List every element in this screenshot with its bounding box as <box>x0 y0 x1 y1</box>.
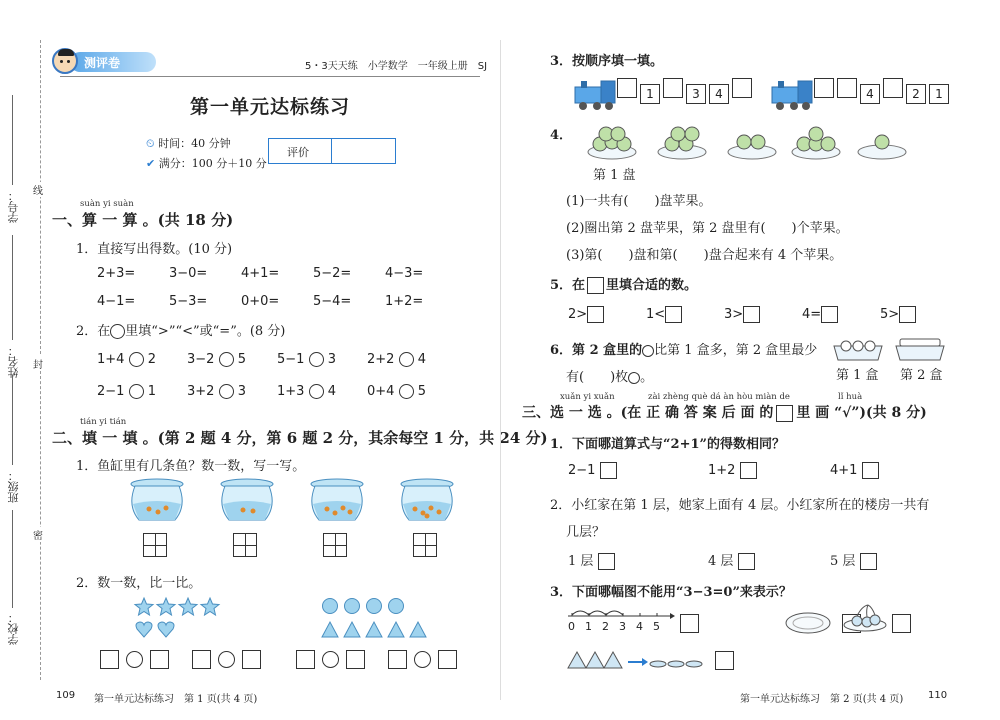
expr: 4−3= <box>385 266 424 281</box>
fishbowl-icon <box>401 479 453 520</box>
number-line-labels <box>568 620 670 633</box>
s1-q1-row1 <box>97 266 457 281</box>
page-title: 第一单元达标练习 <box>190 96 351 118</box>
s3-q1-title: 1．下面哪道算式与“2+1”的得数相同？ <box>550 437 785 452</box>
left-page-number: 109 <box>56 690 76 701</box>
triangle-icon <box>388 622 404 637</box>
expr: 0+0= <box>241 294 280 309</box>
s1-title: 一、算 一 算 。(共 18 分) <box>52 211 234 229</box>
s3-q2-line1: 2．小红家在第 1 层，她家上面有 4 层。小红家所在的楼房一共有 <box>550 498 930 513</box>
fishbowls <box>125 476 455 526</box>
q5-expr: 1< <box>646 307 666 322</box>
circle-icon <box>628 372 640 384</box>
answer-box[interactable] <box>587 306 604 323</box>
plate-icon <box>858 135 906 159</box>
expr: 2+3= <box>97 266 136 281</box>
box1-label: 第 1 盒 <box>836 368 879 383</box>
left-expr: 0+4 <box>367 384 395 399</box>
s1-pinyin: suàn yi suàn <box>80 199 134 209</box>
r-q4-l2: (2)圈出第 2 盘苹果，第 2 盘里有( )个苹果。 <box>566 221 849 236</box>
answer-box[interactable] <box>743 306 760 323</box>
empty-plate-icon <box>785 612 831 634</box>
answer-box[interactable] <box>150 650 169 669</box>
eval-label: 评价 <box>287 146 309 159</box>
page-divider <box>500 40 501 700</box>
heart-icon <box>136 622 152 637</box>
seal-secret-char: 密 <box>33 527 43 542</box>
plate-icon <box>658 127 706 159</box>
school-label: 学校： <box>7 612 20 645</box>
train-car[interactable]: 1 <box>929 84 949 104</box>
answer-grid[interactable] <box>143 533 167 557</box>
triangle-icon <box>366 622 382 637</box>
r-q4-l3: (3)第( )盘和第( )盘合起来有 4 个苹果。 <box>566 248 843 263</box>
r-q5-title <box>550 274 697 294</box>
time-line <box>146 135 231 151</box>
left-expr: 1+4 <box>97 352 125 367</box>
seal-line-char: 线 <box>33 182 43 197</box>
left-expr: 2−1 <box>97 384 125 399</box>
series-header: 5・3天天练 小学数学 一年级上册 SJ <box>305 61 488 72</box>
box-icon <box>587 277 604 294</box>
plate-icon <box>792 127 840 159</box>
box-1-icon <box>834 341 882 360</box>
train-car[interactable] <box>883 78 903 98</box>
time-text: 时间：40 分钟 <box>158 137 231 150</box>
opt-text: 4+1 <box>830 463 858 478</box>
check-box[interactable] <box>598 553 615 570</box>
compare-circle[interactable] <box>218 651 235 668</box>
star-icon <box>201 598 219 615</box>
left-footer-text: 第一单元达标练习 第 1 页(共 4 页) <box>94 694 258 705</box>
r-q4-l1: (1)一共有( )盘苹果。 <box>566 194 712 209</box>
answer-box[interactable] <box>665 306 682 323</box>
answer-box[interactable] <box>100 650 119 669</box>
compare-circle[interactable] <box>399 352 414 367</box>
compare-row-right <box>296 650 457 669</box>
circle-shape-icon <box>367 599 382 614</box>
circle-shape-icon <box>345 599 360 614</box>
train-1 <box>573 78 755 111</box>
answer-box[interactable] <box>346 650 365 669</box>
s3-q2-line2: 几层？ <box>566 525 606 540</box>
train-car[interactable]: 2 <box>906 84 926 104</box>
left-expr: 5−1 <box>277 352 305 367</box>
q2-title-a: 2．在 <box>76 324 111 339</box>
q5-expr: 5> <box>880 307 900 322</box>
badge <box>52 48 162 74</box>
compare-circle[interactable] <box>219 384 234 399</box>
r-q6-line1 <box>550 339 817 358</box>
fishbowl-icon <box>221 479 273 520</box>
train-engine-icon <box>770 79 814 111</box>
compare-circle[interactable] <box>129 384 144 399</box>
s1-q2-title <box>76 320 285 339</box>
r-q3-title: 3．按顺序填一填。 <box>550 54 664 69</box>
answer-box[interactable] <box>192 650 211 669</box>
header-rule <box>60 76 480 77</box>
expr: 4−1= <box>97 294 136 309</box>
triangle-icon <box>344 622 360 637</box>
check-box[interactable] <box>680 614 699 633</box>
s3-q1-opts <box>568 462 879 479</box>
heart-icon <box>158 622 174 637</box>
s3-title-a: 三、选 一 选 。(在 正 确 答 案 后 面 的 <box>522 405 774 421</box>
plate-icon <box>588 127 636 159</box>
circle-icon <box>642 345 654 357</box>
check-box[interactable] <box>862 462 879 479</box>
right-val: 5 <box>417 384 426 399</box>
shapes-right <box>322 598 442 640</box>
train-car[interactable] <box>732 78 752 98</box>
star-icon <box>179 598 197 615</box>
s1-q1-row2 <box>97 294 457 309</box>
s3-pinyin-1: xuǎn yi xuǎn <box>560 392 615 402</box>
check-box[interactable] <box>740 462 757 479</box>
score-text: 满分：100 分＋10 分 <box>158 157 267 170</box>
answer-box[interactable] <box>296 650 315 669</box>
s2-q2-title: 2．数一数，比一比。 <box>76 576 202 591</box>
nl-label: 0 <box>568 620 575 633</box>
s3-title-b: 里 画 “√”)(共 8 分) <box>796 405 927 421</box>
check-box[interactable] <box>738 553 755 570</box>
binding-margin <box>0 0 46 720</box>
s3-title <box>522 402 927 422</box>
train-2 <box>770 78 952 111</box>
left-expr: 3+2 <box>187 384 215 399</box>
train-car[interactable]: 1 <box>640 84 660 104</box>
r-q6-line2 <box>566 366 653 385</box>
answer-grid[interactable] <box>323 533 347 557</box>
shapes-left <box>135 598 225 640</box>
eval-box <box>268 138 396 164</box>
q5-title-a: 5．在 <box>550 278 586 293</box>
q5-title-b: 里填合适的数。 <box>606 278 698 293</box>
right-val: 4 <box>417 352 426 367</box>
s2-title: 二、填 一 填 。(第 2 题 4 分，第 6 题 2 分，其余每空 1 分，共 24 分) <box>52 429 548 447</box>
train-car[interactable]: 4 <box>709 84 729 104</box>
right-val: 5 <box>237 352 246 367</box>
clock-icon: ⏲ <box>146 137 155 150</box>
s2-q1-title: 1．鱼缸里有几条鱼？数一数，写一写。 <box>76 459 306 474</box>
expr: 5−4= <box>313 294 352 309</box>
star-icon <box>157 598 175 615</box>
r-q5-items <box>568 306 958 323</box>
check-box[interactable] <box>600 462 617 479</box>
check-box[interactable] <box>715 651 734 670</box>
triangle-icon <box>410 622 426 637</box>
compare-row-left <box>100 650 261 669</box>
s2-pinyin: tián yi tián <box>80 417 127 427</box>
opt-text: 2−1 <box>568 463 596 478</box>
badge-text: 测评卷 <box>84 56 121 70</box>
opt-text: 1 层 <box>568 554 594 569</box>
answer-box[interactable] <box>242 650 261 669</box>
box-icon <box>776 405 793 422</box>
compare-circle[interactable] <box>309 352 324 367</box>
nl-label: 1 <box>585 620 592 633</box>
cherries-on-plate-icon <box>842 603 888 633</box>
left-expr: 1+3 <box>277 384 305 399</box>
circle-blank-icon <box>110 324 125 339</box>
s3-pinyin-3: lǐ huà <box>838 392 863 402</box>
q6-l1b: 比第 1 盒多，第 2 盒里最少 <box>654 343 818 358</box>
seal-seal-char: 封 <box>33 356 43 371</box>
compare-circle[interactable] <box>322 651 339 668</box>
train-car[interactable] <box>814 78 834 98</box>
expr: 3−0= <box>169 266 208 281</box>
q5-expr: 3> <box>724 307 744 322</box>
train-car[interactable] <box>617 78 637 98</box>
opt-text: 5 层 <box>830 554 856 569</box>
train-car[interactable]: 4 <box>860 84 880 104</box>
triangles-arrow-icon <box>566 648 706 672</box>
answer-box[interactable] <box>821 306 838 323</box>
q5-expr: 2> <box>568 307 588 322</box>
nl-label: 2 <box>602 620 609 633</box>
score-line <box>146 155 267 171</box>
expr: 5−2= <box>313 266 352 281</box>
compare-circle[interactable] <box>309 384 324 399</box>
right-val: 1 <box>147 384 156 399</box>
q2-title-b: 里填“>”“<”或“=”。(8 分) <box>125 324 286 339</box>
check-box[interactable] <box>892 614 911 633</box>
s1-q1-title: 1．直接写出得数。(10 分) <box>76 242 233 257</box>
opt-text: 1+2 <box>708 463 736 478</box>
compare-circle[interactable] <box>414 651 431 668</box>
fishbowl-icon <box>131 479 183 520</box>
class-label: 班级： <box>7 470 20 503</box>
check-icon: ✔ <box>146 157 156 170</box>
q6-l2a: 有( )枚 <box>566 370 629 385</box>
compare-circle[interactable] <box>399 384 414 399</box>
student-no-label: 学号： <box>7 190 20 223</box>
s1-q2-row1 <box>97 352 457 367</box>
compare-circle[interactable] <box>129 352 144 367</box>
right-val: 3 <box>327 352 336 367</box>
answer-box[interactable] <box>438 650 457 669</box>
opt-text: 4 层 <box>708 554 734 569</box>
train-engine-icon <box>573 79 617 111</box>
q5-expr: 4= <box>802 307 822 322</box>
train-car[interactable] <box>663 78 683 98</box>
expr: 4+1= <box>241 266 280 281</box>
compare-circle[interactable] <box>219 352 234 367</box>
left-expr: 3−2 <box>187 352 215 367</box>
box2-label: 第 2 盒 <box>900 368 943 383</box>
s3-q2-opts <box>568 550 877 570</box>
fishbowl-icon <box>311 479 363 520</box>
nl-label: 5 <box>653 620 660 633</box>
cartoon-face-icon <box>52 48 78 74</box>
answer-grid[interactable] <box>233 533 257 557</box>
s3-pinyin-2: zài zhèng què dá àn hòu miàn de <box>648 392 790 402</box>
left-expr: 2+2 <box>367 352 395 367</box>
nl-label: 3 <box>619 620 626 633</box>
answer-box[interactable] <box>899 306 916 323</box>
answer-box[interactable] <box>388 650 407 669</box>
apple-plates <box>588 122 918 162</box>
r-q4-title: 4． <box>550 128 573 143</box>
expr: 1+2= <box>385 294 424 309</box>
compare-circle[interactable] <box>126 651 143 668</box>
train-car[interactable]: 3 <box>686 84 706 104</box>
triangle-icon <box>322 622 338 637</box>
plate-icon <box>728 135 776 159</box>
right-footer-text: 第一单元达标练习 第 2 页(共 4 页) <box>740 694 904 705</box>
s1-q2-row2 <box>97 384 457 399</box>
r-q4-plate-label: 第 1 盘 <box>593 168 636 183</box>
nl-label: 4 <box>636 620 643 633</box>
s3-q3-title: 3．下面哪幅图不能用“3−3=0”来表示？ <box>550 585 792 600</box>
right-page-number: 110 <box>928 690 948 701</box>
q6-l2b: 。 <box>640 370 654 385</box>
q6-l1a: 6．第 2 盒里的 <box>550 343 643 358</box>
right-val: 2 <box>147 352 156 367</box>
right-val: 3 <box>237 384 246 399</box>
answer-grid[interactable] <box>413 533 437 557</box>
coin-boxes <box>832 336 947 362</box>
check-box[interactable] <box>860 553 877 570</box>
star-icon <box>135 598 153 615</box>
box-2-icon <box>896 339 944 360</box>
expr: 5−3= <box>169 294 208 309</box>
train-car[interactable] <box>837 78 857 98</box>
right-val: 4 <box>327 384 336 399</box>
circle-shape-icon <box>323 599 338 614</box>
circle-shape-icon <box>389 599 404 614</box>
name-label: 姓名： <box>7 345 20 378</box>
